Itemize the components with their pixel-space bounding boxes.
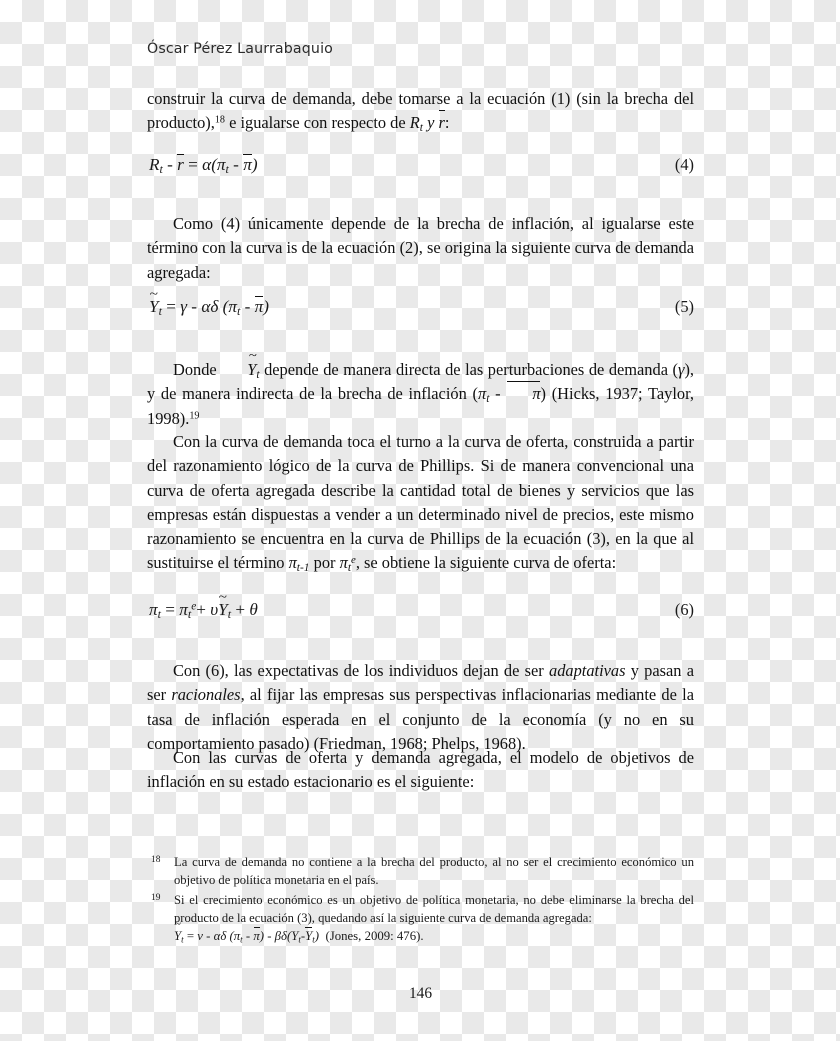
page-number: 146 <box>408 985 433 1002</box>
footnote-19 <box>147 891 694 945</box>
paragraph-2: Como (4) únicamente depende de la brecha de inflación, al igualarse este término con la curva is de la ecuación (2), se origina la siguiente curva de demanda agregada: <box>147 214 695 282</box>
equation-4-number: (4) <box>674 155 694 174</box>
equation-5-number: (5) <box>674 297 694 316</box>
equation-6-body: $\pi t = \pi t^e+$ υ~ Yt + θ <box>149 600 258 620</box>
footnote-19-text: Si el crecimiento económico es un objetivo de política monetaria, no debe eliminarse la brecha del producto de la ecuación (3), quedando así la siguiente curva de demanda agregada: ~ Yt = ν - αδ (πt - π) - βδ(Yt-Yt) (Jones, 2009: 476). <box>174 893 694 945</box>
equation-6-row <box>147 600 694 626</box>
paragraph-5: Con (6), las expectativas de los individuos dejan de ser adaptativas y pasan a ser racionales, al fijar las empresas sus perspectivas inflacionarias mediante de la tasa de inflación esperada en el conjunto de la economía (y no en su comportamiento pasado) (Friedman, 1968; Phelps, 1968). <box>147 661 694 753</box>
paragraph-3: Donde ~ Yt depende de manera directa de las perturbaciones de demanda (γ), y de manera indirecta de la brecha de inflación (πt - π) (Hicks, 1937; Taylor, 1998).$^{19}$ <box>147 358 694 431</box>
footnote-18-text: La curva de demanda no contiene a la brecha del producto, al no ser el crecimiento económico un objetivo de política monetaria en el país. <box>174 855 694 888</box>
equation-5-body: ~ Yt = γ - αδ (πt - π) <box>149 297 269 317</box>
footnote-19-marker: 19 <box>151 892 161 903</box>
equation-6-number: (6) <box>674 600 694 619</box>
footnotes-section <box>147 853 694 947</box>
equation-4-body: Rt - r = α(πt - π) <box>149 155 258 177</box>
page-content-area <box>147 0 694 1041</box>
footnote-18-marker: 18 <box>151 854 161 865</box>
footnote-18 <box>147 853 694 889</box>
paragraph-4: Con la curva de demanda toca el turno a la curva de oferta, construida a partir del razonamiento lógico de la curva de Phillips. Si de manera convencional una curva de oferta agregada describe la cantidad total de bienes y servicios que las empresas están dispuestas a vender a un determinado nivel de precios, este mismo razonamiento se encuentra en la curva de Phillips de la ecuación (3), en la que al sustituirse el término πt-1 por $\pi t^e$, se obtiene la siguiente curva de oferta: <box>147 432 694 575</box>
equation-5-row <box>147 297 694 323</box>
running-head: Óscar Pérez Laurrabaquio <box>147 41 333 57</box>
paragraph-1: construir la curva de demanda, debe tomarse a la ecuación (1) (sin la brecha del producto),$^{18}$ e igualarse con respecto de Rt y r: <box>147 89 694 135</box>
paragraph-6: Con las curvas de oferta y demanda agregada, el modelo de objetivos de inflación en su estado estacionario es el siguiente: <box>147 748 694 792</box>
equation-4-row <box>147 155 694 181</box>
